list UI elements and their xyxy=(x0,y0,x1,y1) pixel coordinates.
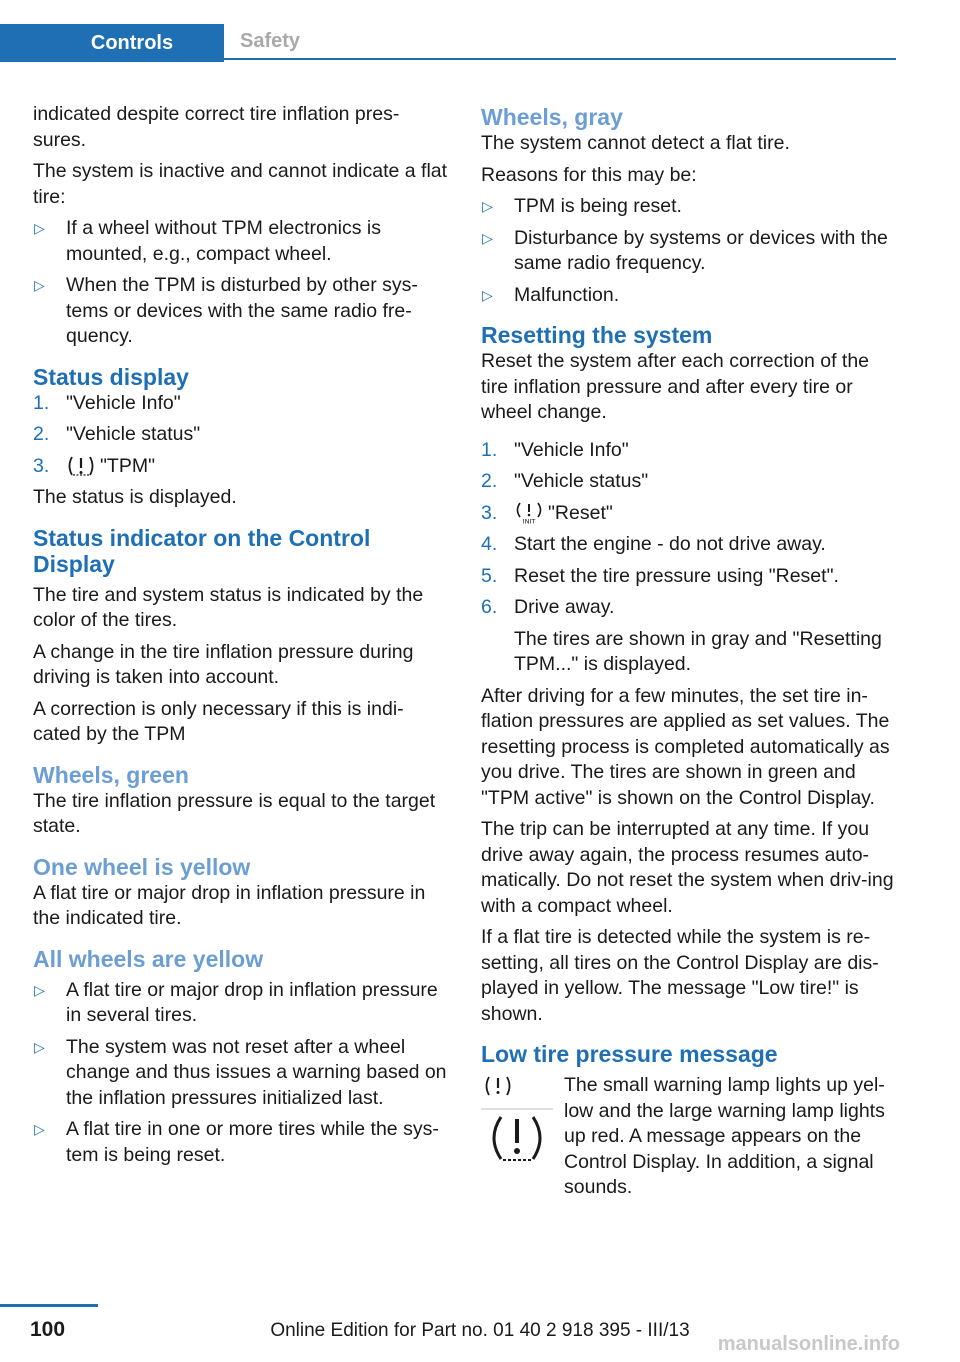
reasons-list xyxy=(481,194,897,308)
status-steps-list xyxy=(33,391,449,480)
bullet-triangle-icon: ▷ xyxy=(34,220,45,236)
resetting-intro: Reset the system after each correction of the tire inflation pressure and after every tire or wheel change. xyxy=(481,350,870,423)
wheels-green-text: The tire inflation pressure is equal to the target state. xyxy=(33,789,436,837)
wheels-gray-heading: Wheels, gray xyxy=(481,104,623,130)
wheels-green-heading: Wheels, green xyxy=(33,761,189,788)
list-item: ▷ When the TPM is disturbed by other sys‐tems or devices with the same radio fre‐quency. xyxy=(34,274,418,347)
indicator-paragraph-2: A change in the tire inflation pressure during driving is taken into account. xyxy=(33,640,414,688)
after-paragraph-3: If a flat tire is detected while the system is re‐setting, all tires on the Control Display are dis‐played in yellow. The message "Low tire!" is shown. xyxy=(481,926,879,1025)
list-item: 3. INIT "Reset" xyxy=(481,501,613,525)
low-tire-text: The small warning lamp lights up yel‐low and the large warning lamp lights up red. A message appears on the Control Display. In addition, a signal sounds. xyxy=(564,1074,885,1198)
page-number: 100 xyxy=(30,1318,66,1341)
list-item: 1. "Vehicle Info" xyxy=(33,391,181,414)
tpm-warning-icon xyxy=(66,455,96,477)
bullet-triangle-icon: ▷ xyxy=(34,1038,45,1055)
intro-paragraph-2: The system is inactive and cannot indicate a flat tire: xyxy=(33,160,448,208)
list-item: 2. "Vehicle status" xyxy=(481,470,649,492)
header-tabs xyxy=(0,0,896,62)
svg-text:INIT: INIT xyxy=(522,517,536,525)
low-tire-block xyxy=(481,1073,897,1201)
watermark: manualsonline.info xyxy=(717,1333,900,1355)
list-item: ▷ TPM is being reset. xyxy=(481,194,897,220)
after-paragraph-2: The trip can be interrupted at any time. If you drive away again, the process resumes auto‐matically. Do not reset the system when driv‐ing with a compact wheel. xyxy=(481,818,894,917)
status-display-heading: Status display xyxy=(33,363,189,390)
indicator-paragraph-3: A correction is only necessary if this is indi‐cated by the TPM xyxy=(33,697,404,745)
list-item: ▷ Disturbance by systems or devices with the same radio frequency. xyxy=(482,226,888,274)
tab-safety[interactable]: Safety xyxy=(224,24,896,60)
right-column xyxy=(481,102,897,1207)
list-item: 1. "Vehicle Info" xyxy=(481,438,629,461)
status-indicator-heading: Status indicator on the Control Display xyxy=(33,524,371,577)
list-item: ▷ The system was not reset after a wheel change and thus issues a warning based on the inflation pressures initialized last. xyxy=(34,1035,447,1109)
tab-controls[interactable]: Controls xyxy=(0,24,224,62)
warning-lamps xyxy=(481,1075,553,1171)
status-after: The status is displayed. xyxy=(33,486,237,508)
list-item: 2. "Vehicle status" xyxy=(33,423,201,445)
list-item: ▷ A flat tire in one or more tires while the sys‐tem is being reset. xyxy=(34,1118,439,1166)
bullet-triangle-icon: ▷ xyxy=(482,229,493,246)
bullet-triangle-icon: ▷ xyxy=(34,277,45,293)
footer-divider xyxy=(0,1304,98,1307)
resetting-heading: Resetting the system xyxy=(481,322,713,348)
wheels-gray-text: The system cannot detect a flat tire. xyxy=(481,132,790,154)
bullet-triangle-icon: ▷ xyxy=(34,1121,45,1137)
list-item: ▷ If a wheel without TPM electronics is mounted, e.g., compact wheel. xyxy=(34,217,382,265)
list-item: ▷ A flat tire or major drop in inflation pressure in several tires. xyxy=(34,978,438,1026)
small-tpm-warning-icon xyxy=(483,1075,513,1097)
list-item: ▷ Malfunction. xyxy=(481,283,897,309)
reset-steps-list xyxy=(481,438,897,678)
intro-paragraph-1: indicated despite correct tire inflation pres‐sures. xyxy=(33,103,400,151)
left-column xyxy=(33,102,449,1174)
one-wheel-yellow-text: A flat tire or major drop in inflation pressure in the indicated tire. xyxy=(33,881,426,929)
tpm-init-icon xyxy=(514,502,544,524)
low-tire-heading: Low tire pressure message xyxy=(481,1041,778,1067)
indicator-paragraph-1: The tire and system status is indicated by the color of the tires. xyxy=(33,583,424,631)
all-wheels-yellow-heading: All wheels are yellow xyxy=(33,945,264,972)
list-item: 5. Reset the tire pressure using "Reset". xyxy=(481,564,839,587)
bullet-triangle-icon: ▷ xyxy=(482,198,493,214)
one-wheel-yellow-heading: One wheel is yellow xyxy=(33,853,251,880)
step-6-note: The tires are shown in gray and "Resetting TPM..." is displayed. xyxy=(514,627,882,675)
list-item: 4. Start the engine - do not drive away. xyxy=(481,533,826,555)
list-item: 3. "TPM" xyxy=(33,454,156,477)
bullet-triangle-icon: ▷ xyxy=(34,981,45,998)
edition-text: Online Edition for Part no. 01 40 2 918 395 - III/13 xyxy=(270,1320,690,1341)
bullet-triangle-icon: ▷ xyxy=(482,286,493,303)
all-yellow-list xyxy=(33,978,449,1169)
after-paragraph-1: After driving for a few minutes, the set tire in‐flation pressures are applied as set values. The resetting process is completed automatically as you drive. The tires are shown in green and "TPM active" is shown on the Control Display. xyxy=(481,684,890,809)
list-item: 6. Drive away. The tires are shown in gray and "Resetting TPM..." is displayed. xyxy=(481,595,897,678)
reasons-intro: Reasons for this may be: xyxy=(481,163,697,186)
inactive-conditions-list xyxy=(33,216,449,350)
large-tpm-warning-icon xyxy=(481,1107,553,1171)
